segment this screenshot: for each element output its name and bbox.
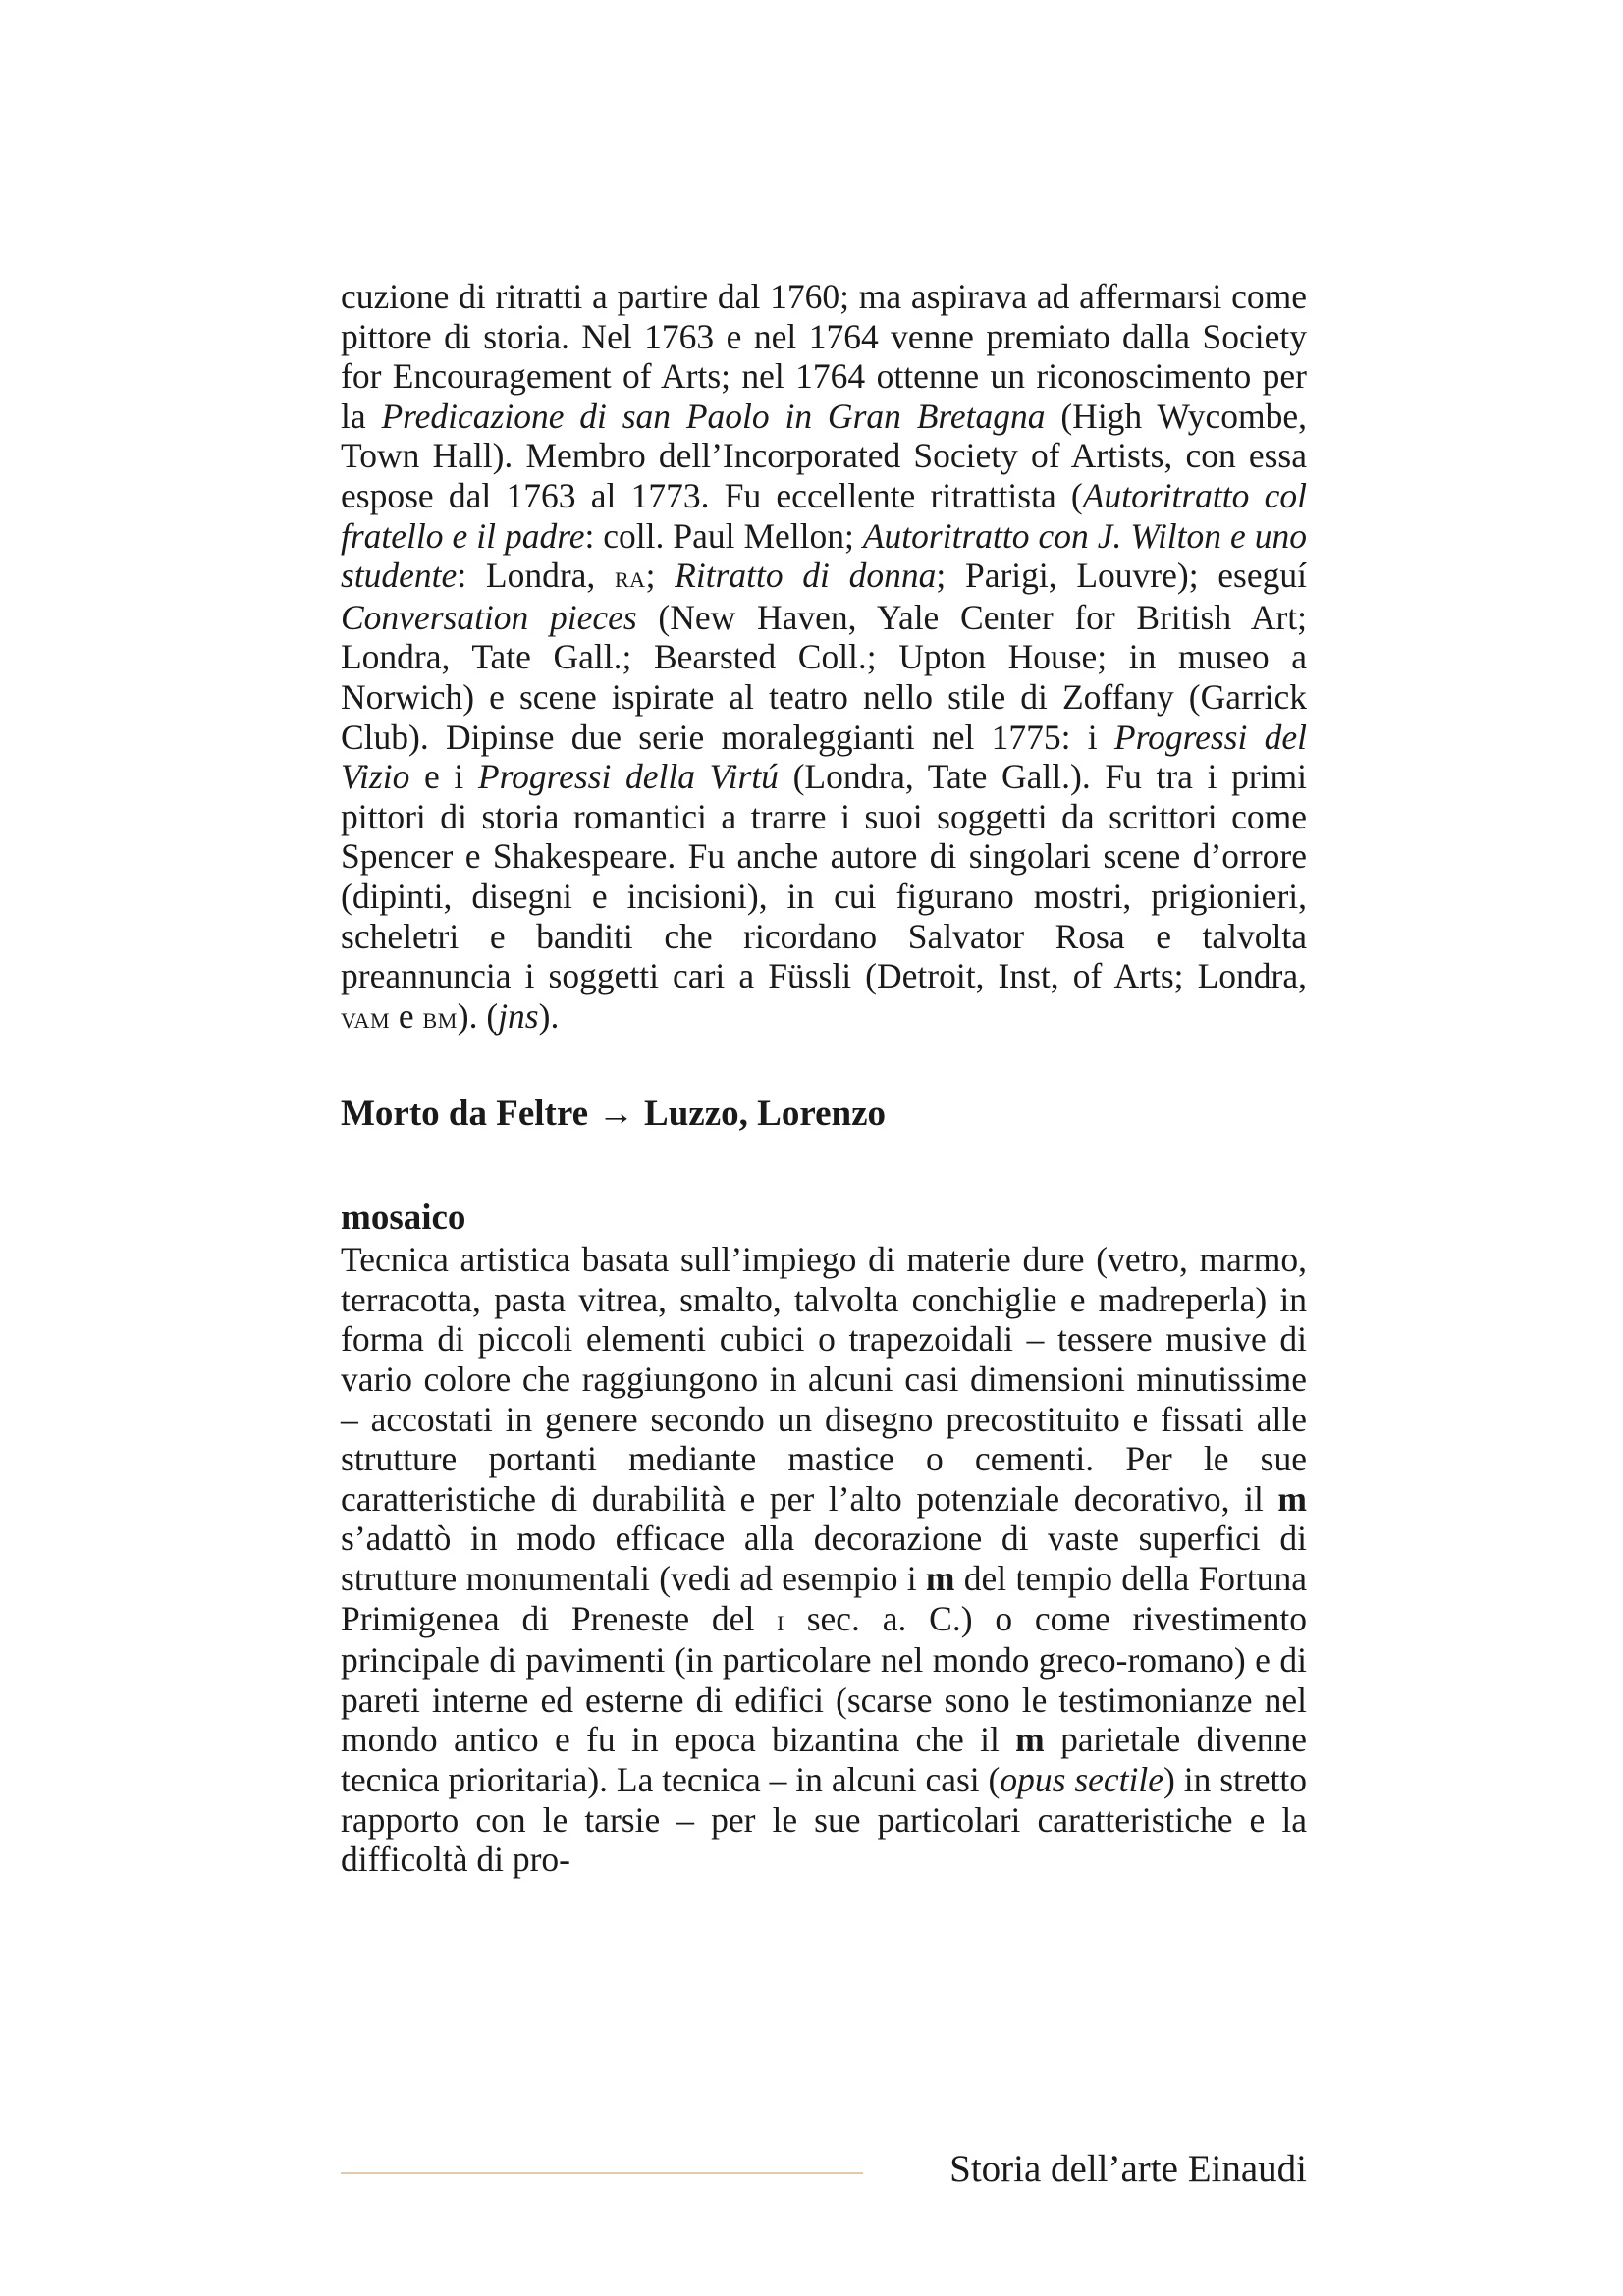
text-segment: m xyxy=(925,1559,955,1599)
text-segment: ). xyxy=(538,995,560,1036)
text-segment: sec. a. C.) o come rivestimento principale di pavimenti (in particolare nel mondo greco-romano) e di pareti interne ed esterne di edifici (scarse sono le testimonianze nel mondo antico e fu in epoca bizantina che il xyxy=(341,1598,1308,1760)
text-segment: Progressi della Virtú xyxy=(477,757,779,797)
page-footer xyxy=(341,2146,1307,2193)
text-segment: (New Haven, Yale Center for British Art; Londra, Tate Gall.; Bearsted Coll.; Upton House; in museo a Norwich) e scene ispirate al teatro nello stile di Zoffany (Garrick Club). Dipinse due serie moraleggianti nel 1775: i xyxy=(341,597,1308,757)
text-segment: Autoritratto con J. Wilton e uno studente xyxy=(341,515,1307,596)
text-segment: ). ( xyxy=(457,995,499,1036)
text-segment: Tecnica artistica basata sull’impiego di materie dure (vetro, marmo, terracotta, pasta vitrea, smalto, talvolta conchiglie e madreperla) in forma di piccoli elementi cubici o trapezoidali – tessere musive di vario colore che raggiungono in alcuni casi dimensioni minutissime – accostati in genere secondo un disegno precostituito e fissati alle strutture portanti mediante mastice o cementi. Per le sue caratteristiche di durabilità e per l’alto potenziale decorativo, il xyxy=(341,1240,1307,1519)
text-segment: ; xyxy=(645,556,676,596)
text-segment: (High Wycombe, Town Hall). Membro dell’Incorporated Society of Artists, con essa espose dal 1763 al 1773. Fu eccellente ritrattista ( xyxy=(341,396,1307,515)
text-segment: ra xyxy=(615,560,646,595)
entry-continuation-paragraph xyxy=(341,277,1307,1038)
text-segment: del tempio della Fortuna Primigenea di Preneste del xyxy=(341,1559,1308,1638)
text-segment: (Londra, Tate Gall.). Fu tra i primi pittori di storia romantici a trarre i suoi soggetti da scrittori come Spencer e Shakespeare. Fu anche autore di singolari scene d’orrore (dipinti, disegni e incisioni), in cui figurano mostri, prigionieri, scheletri e banditi che ricordano Salvator Rosa e talvolta preannuncia i soggetti cari a Füssli (Detroit, Inst, of Arts; Londra, xyxy=(341,757,1307,996)
cross-reference-to: Luzzo, Lorenzo xyxy=(644,1094,887,1135)
text-segment: Conversation pieces xyxy=(341,597,637,637)
text-segment: m xyxy=(1277,1478,1307,1519)
text-segment: cuzione di ritratti a partire dal 1760; ma aspirava ad affermarsi come pittore di storia. Nel 1763 e nel 1764 venne premiato dalla Society for Encouragement of Arts; nel 1764 ottenne un riconoscimento per la xyxy=(341,277,1307,436)
text-segment: Autoritratto col fratello e il padre xyxy=(341,475,1308,556)
text-segment: : Londra, xyxy=(457,556,615,596)
cross-reference-from: Morto da Feltre xyxy=(341,1094,589,1135)
text-segment: vam xyxy=(341,999,391,1035)
entry-title: mosaico xyxy=(341,1198,466,1239)
text-segment: s’adattò in modo efficace alla decorazione di vaste superfici di strutture monumentali (vedi ad esempio i xyxy=(341,1519,1307,1599)
text-segment: jns xyxy=(498,995,539,1036)
page-content xyxy=(341,277,1307,1880)
text-segment: e i xyxy=(409,757,478,797)
text-segment: ) in stretto rapporto con le tarsie – per le sue particolari caratteristiche e la difficoltà di pro- xyxy=(341,1760,1307,1880)
footer-rule xyxy=(341,2172,863,2174)
text-segment: i xyxy=(777,1602,784,1637)
text-segment: Ritratto di donna xyxy=(675,556,937,596)
text-segment: Progressi del Vizio xyxy=(341,717,1307,797)
footer-title: Storia dell’arte Einaudi xyxy=(949,2148,1307,2190)
cross-reference xyxy=(341,1093,1307,1136)
text-segment: : coll. Paul Mellon; xyxy=(584,515,863,556)
text-segment: Predicazione di san Paolo in Gran Bretagna xyxy=(381,396,1046,436)
text-segment: e xyxy=(390,995,423,1036)
arrow-right-icon: → xyxy=(598,1094,635,1135)
entry-body-paragraph xyxy=(341,1240,1307,1880)
text-segment: parietale divenne tecnica prioritaria). La tecnica – in alcuni casi ( xyxy=(341,1720,1307,1799)
text-segment: bm xyxy=(422,999,458,1035)
text-segment: ; Parigi, Louvre); eseguí xyxy=(936,556,1307,596)
text-segment: m xyxy=(1015,1720,1045,1760)
text-segment: opus sectile xyxy=(1000,1760,1164,1799)
